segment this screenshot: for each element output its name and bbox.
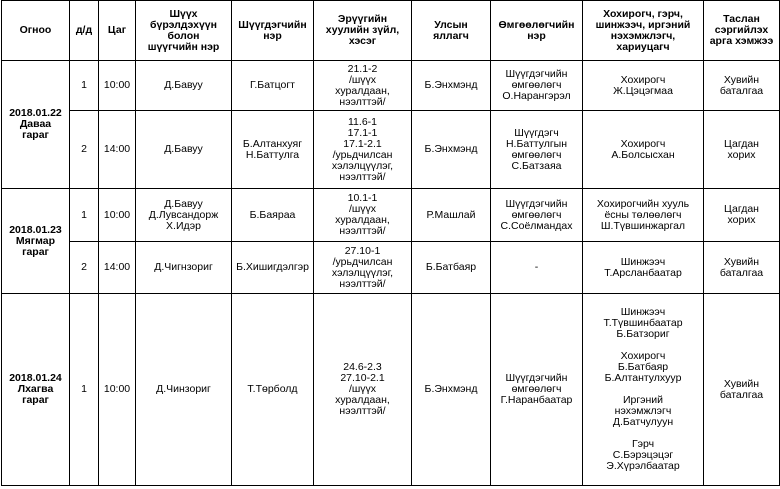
header-judge: Шүүх бүрэлдэхүүн болон шүүгчийн нэр	[136, 1, 232, 61]
time-cell: 14:00	[99, 242, 136, 294]
header-prosecutor: Улсын яллагч	[412, 1, 491, 61]
table-row	[2, 242, 780, 294]
judge-cell: Д.Чинзориг	[136, 294, 232, 486]
parties-cell: Хохирогч Ж.Цэцэгмаа	[583, 61, 704, 111]
header-parties: Хохирогч, гэрч, шинжээч, иргэний нэхэмжлэгч, хариуцагч	[583, 1, 704, 61]
judge-cell: Д.Бавуу Д.Лувсандорж Х.Идэр	[136, 189, 232, 242]
prosecutor-cell: Р.Машлай	[412, 189, 491, 242]
header-row	[2, 1, 780, 61]
prosecutor-cell: Б.Батбаяр	[412, 242, 491, 294]
article-cell: 27.10-1 /урьдчилсан хэлэлцүүлэг, нээлттэй/	[314, 242, 412, 294]
table-row	[2, 189, 780, 242]
defendant-cell: Б.Хишигдэлгэр	[232, 242, 314, 294]
defendant-cell: Г.Батцогт	[232, 61, 314, 111]
time-cell: 10:00	[99, 294, 136, 486]
measure-cell: Цагдан хорих	[704, 111, 780, 189]
judge-cell: Д.Бавуу	[136, 61, 232, 111]
header-measure: Таслан сэргийлэх арга хэмжээ	[704, 1, 780, 61]
article-cell: 11.6-1 17.1-1 17.1-2.1 /урьдчилсан хэлэлцүүлэг, нээлттэй/	[314, 111, 412, 189]
date-cell: 2018.01.23 Мягмар гараг	[2, 189, 70, 294]
measure-cell: Хувийн баталгаа	[704, 294, 780, 486]
prosecutor-cell: Б.Энхмэнд	[412, 61, 491, 111]
measure-cell: Цагдан хорих	[704, 189, 780, 242]
lawyer-cell: Шүүгдэгчийн өмгөөлөгч С.Соёлмандах	[491, 189, 583, 242]
article-cell: 21.1-2 /шүүх хуралдаан, нээлттэй/	[314, 61, 412, 111]
prosecutor-cell: Б.Энхмэнд	[412, 294, 491, 486]
time-cell: 10:00	[99, 61, 136, 111]
defendant-cell: Б.Алтанхуяг Н.Баттулга	[232, 111, 314, 189]
parties-cell: Шинжээч Т.Түвшинбаатар Б.Батзориг Хохирогч Б.Батбаяр Б.Алтантулхуур Иргэний нэхэмжлэгч Д.Батчулуун Гэрч С.Бэрэцэцэг Э.Хүрэлбаатар	[583, 294, 704, 486]
number-cell: 1	[70, 294, 99, 486]
time-cell: 14:00	[99, 111, 136, 189]
article-cell: 10.1-1 /шүүх хуралдаан, нээлттэй/	[314, 189, 412, 242]
header-time: Цаг	[99, 1, 136, 61]
lawyer-cell: Шүүгдэгчийн өмгөөлөгч Г.Наранбаатар	[491, 294, 583, 486]
table-row	[2, 61, 780, 111]
lawyer-cell: -	[491, 242, 583, 294]
judge-cell: Д.Чигнзориг	[136, 242, 232, 294]
lawyer-cell: Шүүгдэгчийн өмгөөлөгч О.Нарангэрэл	[491, 61, 583, 111]
time-cell: 10:00	[99, 189, 136, 242]
number-cell: 1	[70, 61, 99, 111]
measure-cell: Хувийн баталгаа	[704, 61, 780, 111]
number-cell: 2	[70, 242, 99, 294]
number-cell: 2	[70, 111, 99, 189]
parties-cell: Шинжээч Т.Арсланбаатар	[583, 242, 704, 294]
parties-cell: Хохирогчийн хууль ёсны төлөөлөгч Ш.Түвшинжаргал	[583, 189, 704, 242]
header-article: Эрүүгийн хуулийн зүйл, хэсэг	[314, 1, 412, 61]
defendant-cell: Т.Төрболд	[232, 294, 314, 486]
date-cell: 2018.01.24 Лхагва гараг	[2, 294, 70, 486]
prosecutor-cell: Б.Энхмэнд	[412, 111, 491, 189]
header-number: д/д	[70, 1, 99, 61]
parties-cell: Хохирогч А.Болсысхан	[583, 111, 704, 189]
date-cell: 2018.01.22 Даваа гараг	[2, 61, 70, 189]
measure-cell: Хувийн баталгаа	[704, 242, 780, 294]
header-date: Огноо	[2, 1, 70, 61]
table-row	[2, 294, 780, 486]
header-defendant: Шүүгдэгчийн нэр	[232, 1, 314, 61]
defendant-cell: Б.Баяраа	[232, 189, 314, 242]
number-cell: 1	[70, 189, 99, 242]
table-row	[2, 111, 780, 189]
schedule-table	[1, 0, 780, 486]
header-lawyer: Өмгөөлөгчийн нэр	[491, 1, 583, 61]
article-cell: 24.6-2.3 27.10-2.1 /шүүх хуралдаан, нээлттэй/	[314, 294, 412, 486]
judge-cell: Д.Бавуу	[136, 111, 232, 189]
lawyer-cell: Шүүгдэгч Н.Баттулгын өмгөөлөгч С.Батзаяа	[491, 111, 583, 189]
